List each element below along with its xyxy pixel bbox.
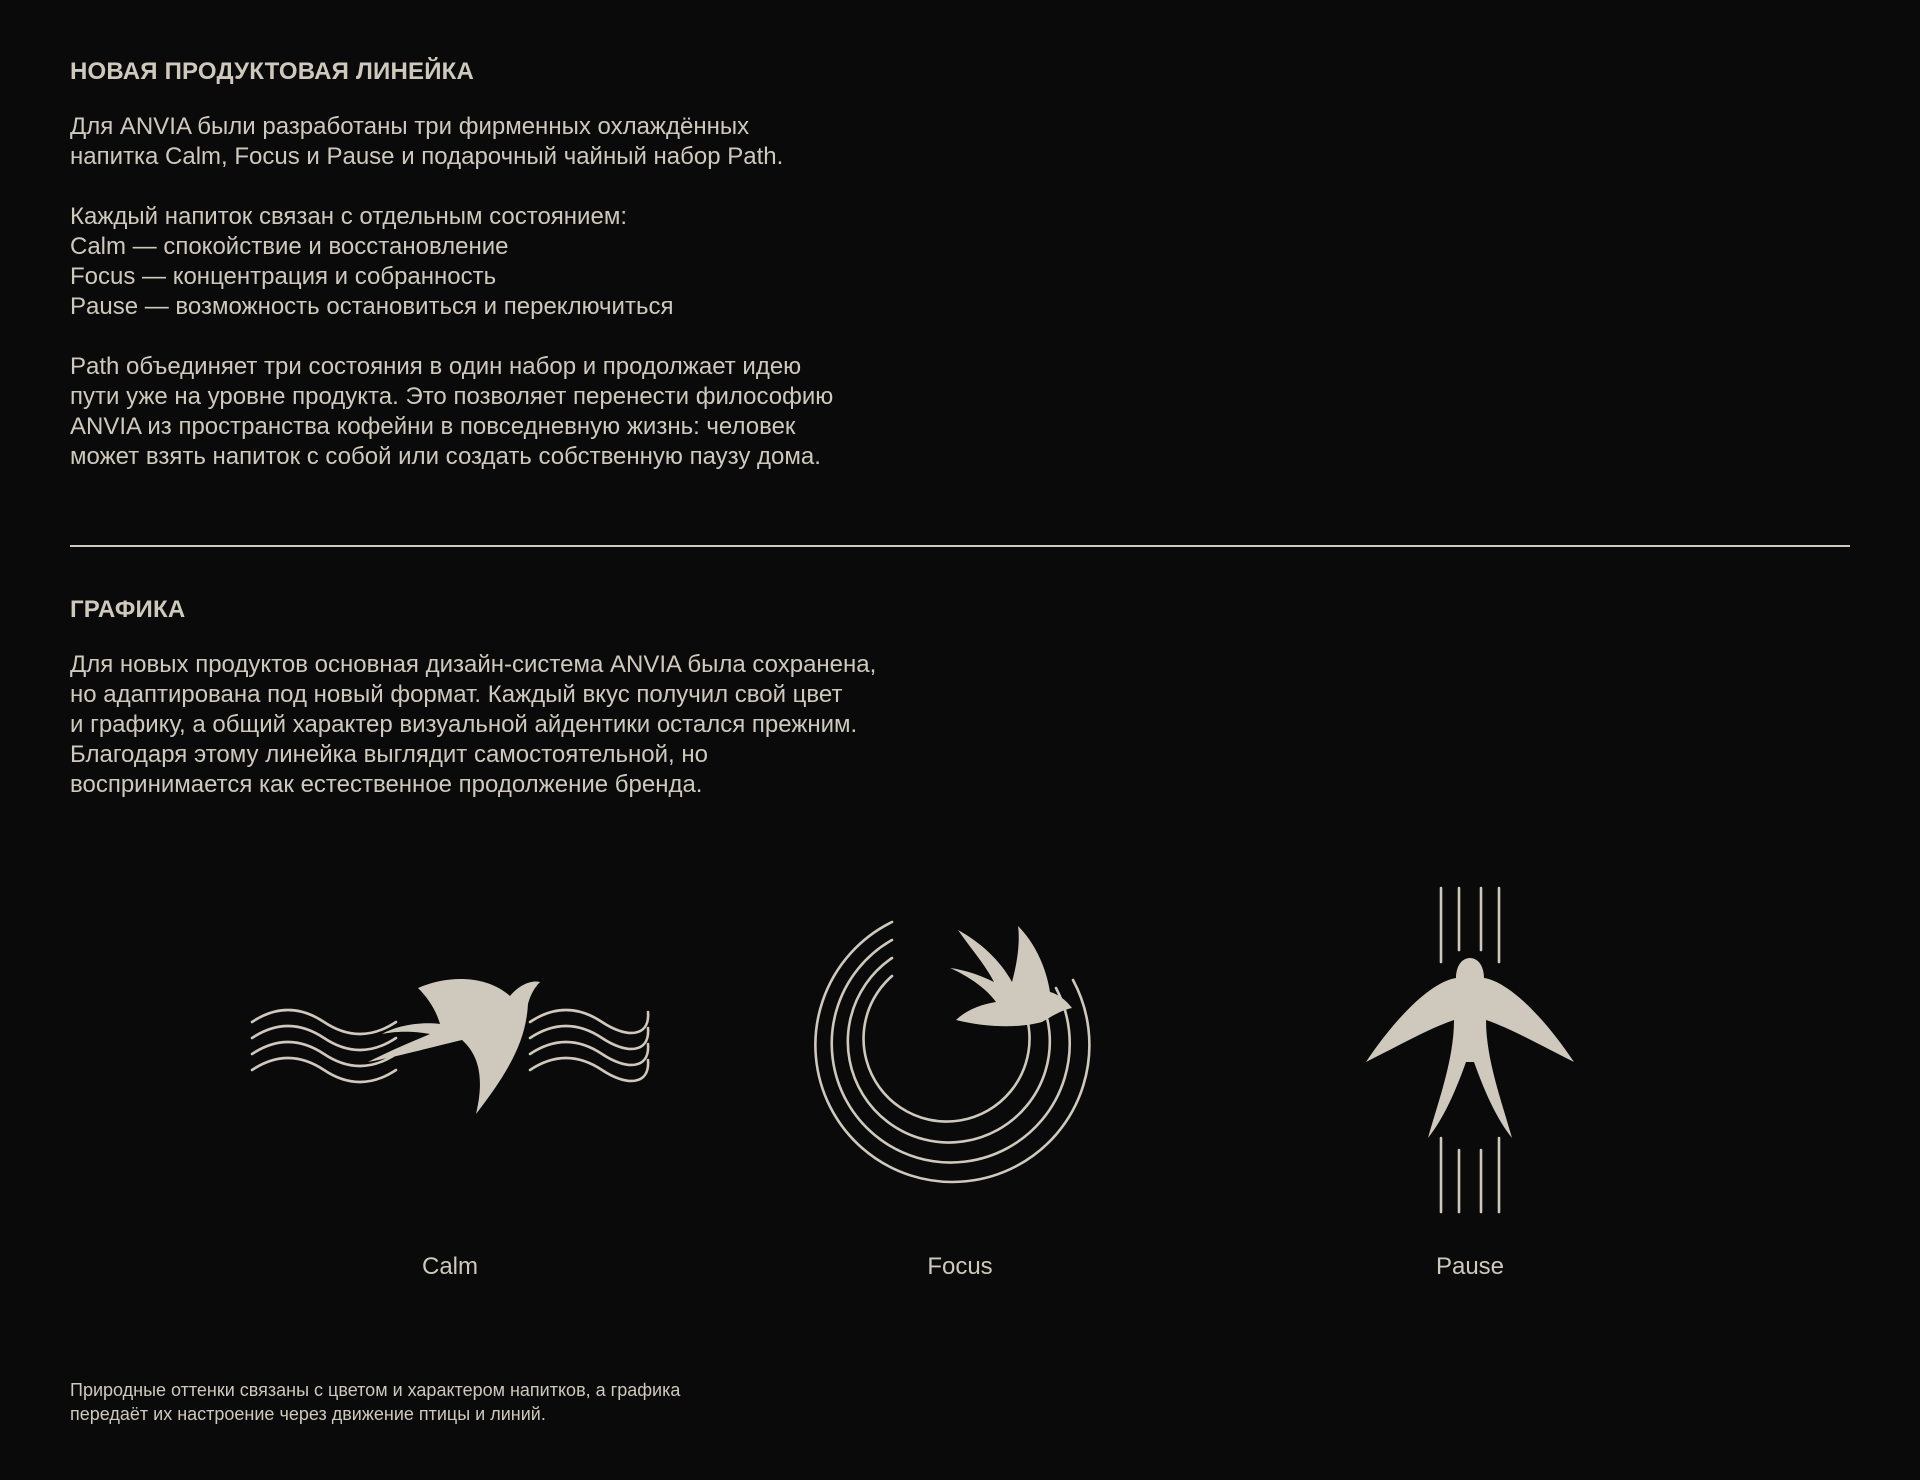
footnote-line: передаёт их настроение через движение птицы и линий. — [70, 1404, 546, 1424]
text-line: воспринимается как естественное продолжение бренда. — [70, 771, 703, 798]
product-intro-paragraph — [70, 112, 833, 172]
text-line: пути уже на уровне продукта. Это позволяет перенести философию — [70, 383, 834, 410]
calm-graphic — [240, 870, 660, 1290]
focus-graphic — [750, 870, 1170, 1290]
product-line-section — [70, 58, 833, 472]
text-line: Благодаря этому линейка выглядит самостоятельной, но — [70, 741, 708, 768]
text-line: и графику, а общий характер визуальной айдентики остался прежним. — [70, 711, 858, 738]
product-states-paragraph — [70, 202, 833, 322]
swallow-lines-icon — [1260, 870, 1680, 1290]
section-divider — [70, 545, 1850, 547]
swallow-circles-icon — [750, 870, 1170, 1290]
flavor-icons-row — [0, 870, 1920, 1290]
text-line: Path объединяет три состояния в один набор и продолжает идею — [70, 353, 802, 380]
icon-label-pause: Pause — [1435, 1253, 1505, 1280]
text-line: Focus — концентрация и собранность — [70, 263, 497, 290]
text-line: но адаптирована под новый формат. Каждый вкус получил свой цвет — [70, 681, 843, 708]
text-line: Для ANVIA были разработаны три фирменных охлаждённых — [70, 113, 750, 140]
text-line: может взять напиток с собой или создать собственную паузу дома. — [70, 443, 821, 470]
text-line: Каждый напиток связан с отдельным состоянием: — [70, 203, 627, 230]
text-line: Pause — возможность остановиться и переключиться — [70, 293, 674, 320]
text-line: напитка Calm, Focus и Pause и подарочный чайный набор Path. — [70, 143, 784, 170]
footnote — [70, 1378, 680, 1426]
footnote-line: Природные оттенки связаны с цветом и характером напитков, а графика — [70, 1380, 681, 1400]
graphics-paragraph — [70, 650, 876, 800]
graphics-section — [70, 596, 876, 800]
swallow-waves-icon — [240, 870, 660, 1290]
product-path-paragraph — [70, 352, 833, 472]
text-line: ANVIA из пространства кофейни в повседневную жизнь: человек — [70, 413, 796, 440]
pause-graphic — [1260, 870, 1680, 1290]
icon-label-calm: Calm — [421, 1253, 478, 1280]
text-line: Для новых продуктов основная дизайн-система ANVIA была сохранена, — [70, 651, 877, 678]
icon-label-focus: Focus — [927, 1253, 993, 1280]
text-line: Calm — спокойствие и восстановление — [70, 233, 509, 260]
section-title-product: НОВАЯ ПРОДУКТОВАЯ ЛИНЕЙКА — [70, 58, 475, 85]
section-title-graphics: ГРАФИКА — [70, 596, 186, 623]
